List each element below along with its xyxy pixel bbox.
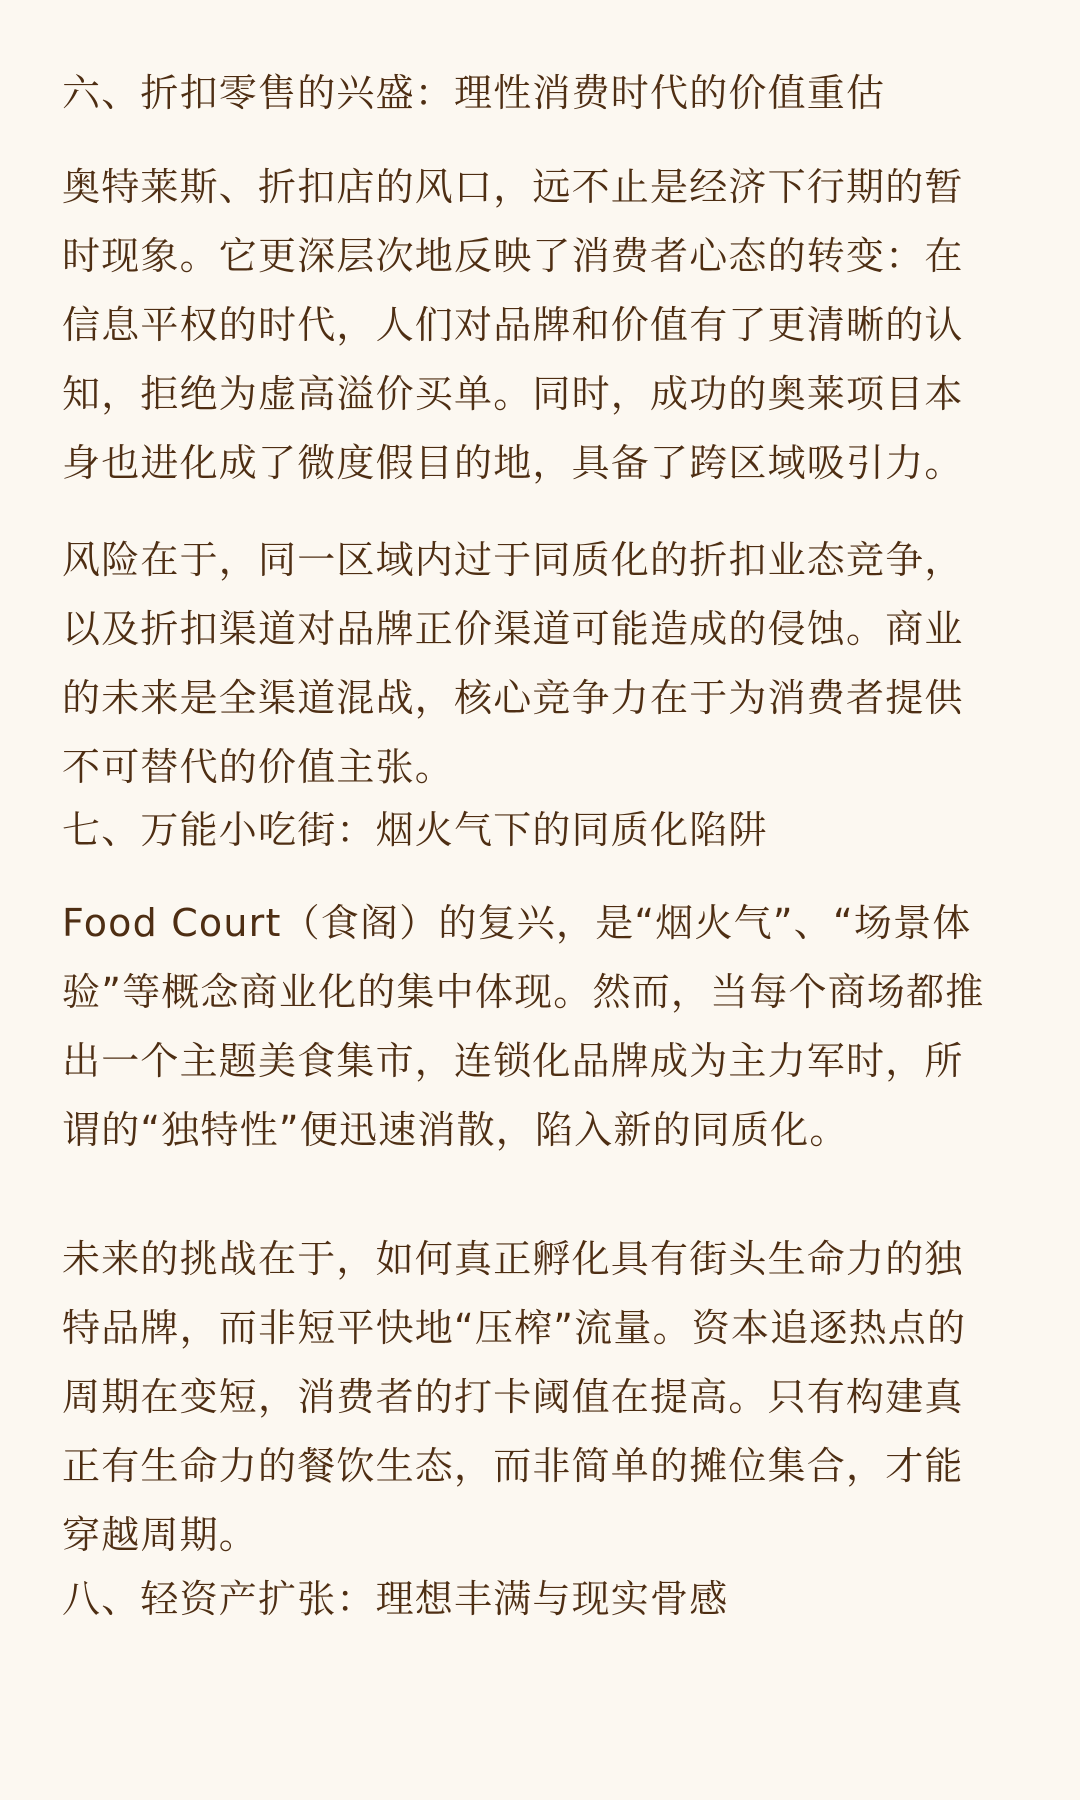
section-heading: 八、轻资产扩张：理想丰满与现实骨感 xyxy=(62,1577,729,1621)
paragraph: 奥特莱斯、折扣店的风口，远不止是经济下行期的暂 时现象。它更深层次地反映了消费者心态的转变：在 信息平权的时代，人们对品牌和价值有了更清晰的认 知，拒绝为虚高溢价买单。同时，成功的奥莱项目本 身也进化成了微度假目的地，具备了跨区域吸引力。 xyxy=(62,165,964,485)
paragraph: 未来的挑战在于，如何真正孵化具有街头生命力的独 特品牌，而非短平快地“压榨”流量。资本追逐热点的 周期在变短，消费者的打卡阈值在提高。只有构建真 正有生命力的餐饮生态，而非简单的摊位集合，才能 穿越周期。 xyxy=(62,1237,967,1557)
paragraph: Food Court（食阁）的复兴，是“烟火气”、“场景体 验”等概念商业化的集中体现。然而，当每个商场都推 出一个主题美食集市，连锁化品牌成为主力军时，所 谓的“独特性”便迅速消散，陷入新的同质化。 xyxy=(62,901,985,1152)
paragraph: 风险在于，同一区域内过于同质化的折扣业态竞争， 以及折扣渠道对品牌正价渠道可能造成的侵蚀。商业 的未来是全渠道混战，核心竞争力在于为消费者提供 不可替代的价值主张。 xyxy=(62,538,964,789)
section-heading: 六、折扣零售的兴盛：理性消费时代的价值重估 xyxy=(62,71,886,115)
section-heading: 七、万能小吃街：烟火气下的同质化陷阱 xyxy=(62,808,768,852)
